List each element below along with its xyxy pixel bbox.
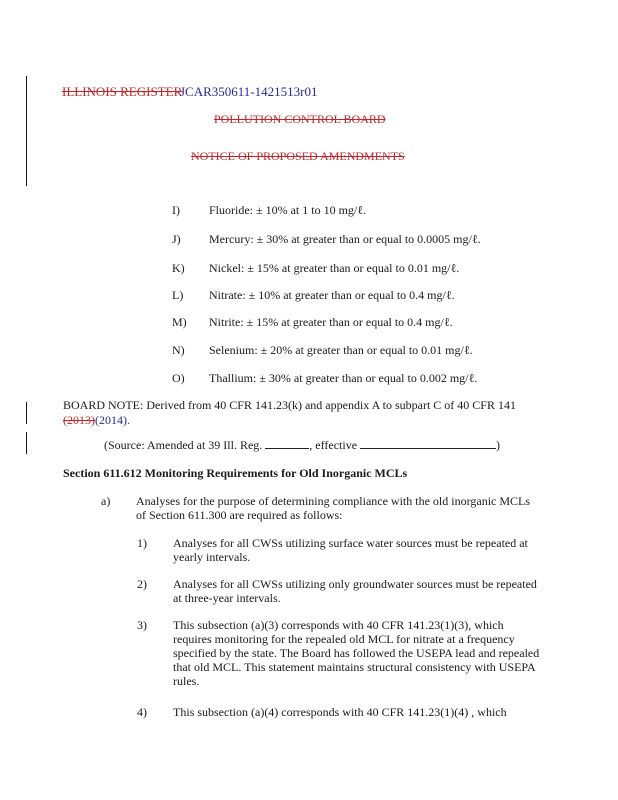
list-item xyxy=(0,203,618,219)
subitem-text: This subsection (a)(3) corresponds with 40 CFR 141.23(1)(3), which requires monitoring for the repealed old MCL for nitrate at a frequency specified by the state. The Board has followed the USEPA lead and repealed that old MCL. This statement maintains structural consistency with USEPA rules. xyxy=(173,618,540,688)
item-text: Thallium: ± 30% at greater than or equal to 0.002 mg/ℓ. xyxy=(209,371,478,385)
subitem-text: Analyses for all CWSs utilizing surface water sources must be repeated at yearly intervals. xyxy=(173,536,528,564)
subitem-number: 4) xyxy=(137,705,147,719)
list-item xyxy=(0,288,618,304)
list-item xyxy=(0,261,618,277)
new-year: (2014). xyxy=(95,413,130,427)
item-letter: J) xyxy=(172,232,181,246)
struck-year: (2013) xyxy=(63,413,95,427)
item-letter: M) xyxy=(172,315,187,329)
effective-date-blank xyxy=(360,438,496,449)
item-text: Selenium: ± 20% at greater than or equal to 0.01 mg/ℓ. xyxy=(209,343,473,357)
list-item xyxy=(0,343,618,359)
item-text: Nickel: ± 15% at greater than or equal to 0.01 mg/ℓ. xyxy=(209,261,460,275)
list-item xyxy=(0,315,618,331)
subitem-text: This subsection (a)(4) corresponds with 40 CFR 141.23(1)(4) , which xyxy=(173,705,507,719)
subitem-number: 1) xyxy=(137,536,147,550)
change-bar-header xyxy=(26,76,27,186)
item-text: Nitrate: ± 10% at greater than or equal to 0.4 mg/ℓ. xyxy=(209,288,455,302)
source-prefix: (Source: Amended at 39 Ill. Reg. xyxy=(104,438,266,452)
source-suffix: ) xyxy=(496,438,501,452)
subsection-a-label: a) xyxy=(101,494,111,508)
register-title: ILLINOIS REGISTER xyxy=(62,84,183,99)
document-id: JCAR350611-1421513r01 xyxy=(180,84,318,99)
item-text: Mercury: ± 30% at greater than or equal to 0.0005 mg/ℓ. xyxy=(209,232,481,246)
list-item xyxy=(0,232,618,248)
item-letter: I) xyxy=(172,203,180,217)
item-letter: O) xyxy=(172,371,185,385)
notice-title: NOTICE OF PROPOSED AMENDMENTS xyxy=(191,149,405,163)
source-line xyxy=(104,438,500,453)
item-letter: N) xyxy=(172,343,185,357)
item-text: Nitrite: ± 15% at greater than or equal to 0.4 mg/ℓ. xyxy=(209,315,453,329)
section-heading: Section 611.612 Monitoring Requirements for Old Inorganic MCLs xyxy=(63,466,408,480)
subitem-number: 2) xyxy=(137,577,147,591)
board-note-line2 xyxy=(63,413,130,428)
list-item xyxy=(0,371,618,387)
item-letter: L) xyxy=(172,288,184,302)
subsection-a-text: Analyses for the purpose of determining compliance with the old inorganic MCLs of Section 611.300 are required as follows: xyxy=(136,494,531,522)
source-mid: , effective xyxy=(309,438,361,452)
change-bar-source xyxy=(26,432,27,454)
subitem-text: Analyses for all CWSs utilizing only groundwater sources must be repeated at three-year intervals. xyxy=(173,577,537,605)
change-bar-board-note xyxy=(26,402,27,424)
item-text: Fluoride: ± 10% at 1 to 10 mg/ℓ. xyxy=(209,203,366,217)
register-blank xyxy=(265,438,309,449)
board-note-line1: BOARD NOTE: Derived from 40 CFR 141.23(k) and appendix A to subpart C of 40 CFR 141 xyxy=(63,398,516,412)
subitem-number: 3) xyxy=(137,618,147,632)
board-title: POLLUTION CONTROL BOARD xyxy=(214,112,386,126)
item-letter: K) xyxy=(172,261,185,275)
